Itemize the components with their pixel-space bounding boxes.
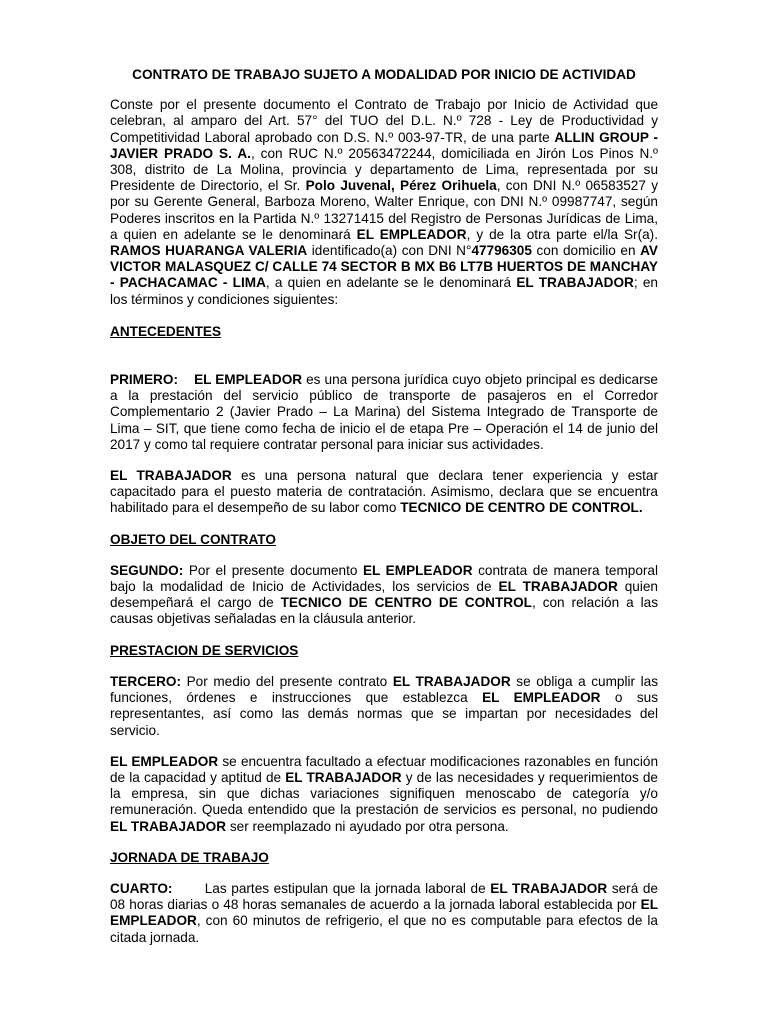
employer-term: EL EMPLEADOR [362,562,473,578]
clause-label-primero: PRIMERO: [110,372,178,388]
intro-text-8: ; en los términos y condiciones siguientes: [110,275,658,307]
employer-term: EL EMPLEADOR [482,690,601,706]
worker-term: EL TRABAJADOR [110,468,232,484]
clause-label-tercero: TERCERO: [110,673,181,689]
document-title: CONTRATO DE TRABAJO SUJETO A MODALIDAD POR INICIO DE ACTIVIDAD [132,67,636,82]
company-name: ALLIN GROUP - JAVIER PRADO S. A. [110,129,659,161]
heading-objeto: OBJETO DEL CONTRATO [110,531,276,547]
paragraph-text: y de las necesidades y requerimientos de la empresa, sin que dichas variaciones signifiquen menoscabo de categoría y/o remuneración. Queda entendido que la prestación de servicios es personal, no pudiendo [110,769,658,818]
clause-text: Por el presente documento [183,562,363,578]
intro-text-4: , y de la otra parte el/la Sr(a). [466,226,658,242]
worker-term: EL TRABAJADOR [392,673,511,689]
worker-term: EL TRABAJADOR [490,880,608,896]
worker-term: EL TRABAJADOR [285,769,402,785]
employer-term: EL EMPLEADOR [194,372,303,388]
clause-segundo [110,563,658,628]
clause-text: Por medio del presente contrato [181,673,393,689]
clause-text: , con relación a las causas objetivas señaladas en la cláusula anterior. [110,595,658,627]
intro-text-6: con domicilio en [531,243,641,259]
intro-text-2: , con RUC N.º 20563472244, domiciliada en Jirón Los Pinos N.º 308, distrito de La Molina, provincia y departamento de Lima, representada por su Presidente de Directorio, el Sr. [110,145,659,194]
president-name: Polo Juvenal, Pérez Orihuela [305,178,497,194]
worker-name: RAMOS HUARANGA VALERIA [110,243,308,259]
intro-text-7: , a quien en adelante se le denominará [265,275,517,291]
heading-prestacion: PRESTACION DE SERVICIOS [110,642,299,658]
clause-tercero [110,674,658,739]
intro-text-5: identificado(a) con DNI N° [307,243,472,259]
employer-term: EL EMPLEADOR [356,226,467,242]
clause-label-cuarto: CUARTO: [110,880,173,896]
employer-paragraph [110,754,658,835]
worker-term: EL TRABAJADOR [498,579,618,595]
clause-text: o sus representantes, así como las demás normas que se impartan por necesidades del servicio. [110,690,658,738]
heading-jornada: JORNADA DE TRABAJO [110,849,269,865]
clause-text: contrata de manera temporal bajo la modalidad de Inicio de Actividades, los servicios de [110,562,659,595]
clause-text: quien desempeñará el cargo de [110,579,658,611]
heading-antecedentes: ANTECEDENTES [110,323,222,339]
clause-text: Las partes estipulan que la jornada laboral de [200,880,491,896]
clause-cuarto [110,881,658,946]
intro-text-1: Conste por el presente documento el Contrato de Trabajo por Inicio de Actividad que celebran, al amparo del Art. 57° del TUO del D.L. N.º 728 - Ley de Productividad y Competitividad Laboral aprobado con D.S. N.º 003-97-TR, de una parte [110,97,658,145]
paragraph-text: se encuentra facultado a efectuar modificaciones razonables en función de la capacidad y aptitud de [110,753,658,785]
clause-text: es una persona jurídica cuyo objeto principal es dedicarse a la prestación del servicio público de transporte de pasajeros en el Corredor Complementario 2 (Javier Prado – La Marina) del Sistema Integrado de Transporte de Lima – SIT, que tiene como fecha de inicio el de etapa Pre – Operación el 14 de junio del 2017 y como tal requiere contratar personal para iniciar sus actividades. [110,372,658,452]
intro-paragraph [110,97,658,308]
clause-label-segundo: SEGUNDO: [110,562,184,578]
worker-term: EL TRABAJADOR [110,818,227,834]
clause-text: será de 08 horas diarias o 48 horas semanales de acuerdo a la jornada laboral establecida por [110,880,658,913]
intro-text-3: , con DNI N.º 06583527 y por su Gerente General, Barboza Moreno, Walter Enrique, con DNI N.º 09987747, según Poderes inscritos en la Partida N.º 13271415 del Registro de Personas Jurídicas de Lima, a quien en adelante se le denominará [110,178,658,242]
clause-text: se obliga a cumplir las funciones, órdenes e instrucciones que establezca [110,673,658,706]
clause-primero [110,372,658,453]
worker-dni: 47796305 [471,243,532,259]
job-title: TECNICO DE CENTRO DE CONTROL [280,595,532,611]
worker-paragraph [110,468,658,517]
clause-text: , con 60 minutos de refrigerio, el que no es computable para efectos de la citada jornada. [110,913,658,945]
worker-term: EL TRABAJADOR [516,275,634,291]
paragraph-text: ser reemplazado ni ayudado por otra persona. [226,818,509,834]
employer-term: EL EMPLEADOR [110,897,658,929]
employer-term: EL EMPLEADOR [110,753,219,769]
job-title: TECNICO DE CENTRO DE CONTROL. [400,500,643,516]
paragraph-text: es una persona natural que declara tener experiencia y estar capacitado para el puesto materia de contratación. Asimismo, declara que se encuentra habilitado para el desempeño de su labor como [110,468,658,516]
worker-address: AV VICTOR MALASQUEZ C/ CALLE 74 SECTOR B MX B6 LT7B HUERTOS DE MANCHAY - PACHACAMAC - LIMA [110,243,658,291]
